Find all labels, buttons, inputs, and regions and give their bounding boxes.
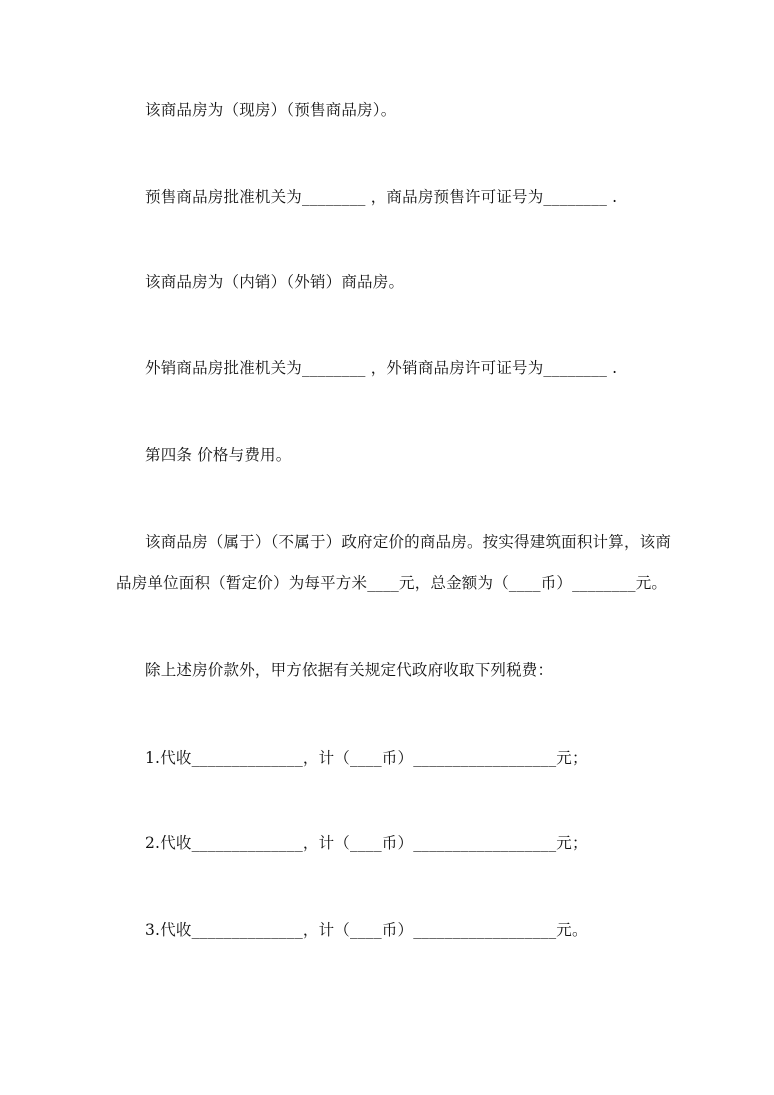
paragraph-price-line-1: 该商品房（属于）（不属于）政府定价的商品房。按实得建筑面积计算，该商 bbox=[145, 533, 672, 551]
paragraph-price bbox=[116, 532, 672, 593]
paragraph-price-line-2: 品房单位面积（暂定价）为每平方米____元，总金额为（____币）________元。 bbox=[116, 574, 668, 592]
tax-item-1: 1.代收______________，计（____币）__________________元； bbox=[145, 749, 588, 767]
paragraph-foreign-approval: 外销商品房批准机关为________ ，外销商品房许可证号为________ . bbox=[145, 359, 618, 377]
tax-item-2: 2.代收______________，计（____币）__________________元； bbox=[145, 834, 588, 852]
paragraph-domestic-foreign: 该商品房为（内销）（外销）商品房。 bbox=[145, 273, 405, 291]
paragraph-presale-approval: 预售商品房批准机关为________ ，商品房预售许可证号为________ . bbox=[145, 188, 618, 206]
article-four-heading: 第四条 价格与费用。 bbox=[145, 446, 292, 464]
paragraph-taxes-intro: 除上述房价款外，甲方依据有关规定代政府收取下列税费： bbox=[145, 661, 554, 679]
tax-item-3: 3.代收______________，计（____币）__________________元。 bbox=[145, 921, 588, 939]
paragraph-house-type: 该商品房为（现房）（预售商品房）。 bbox=[145, 101, 397, 119]
